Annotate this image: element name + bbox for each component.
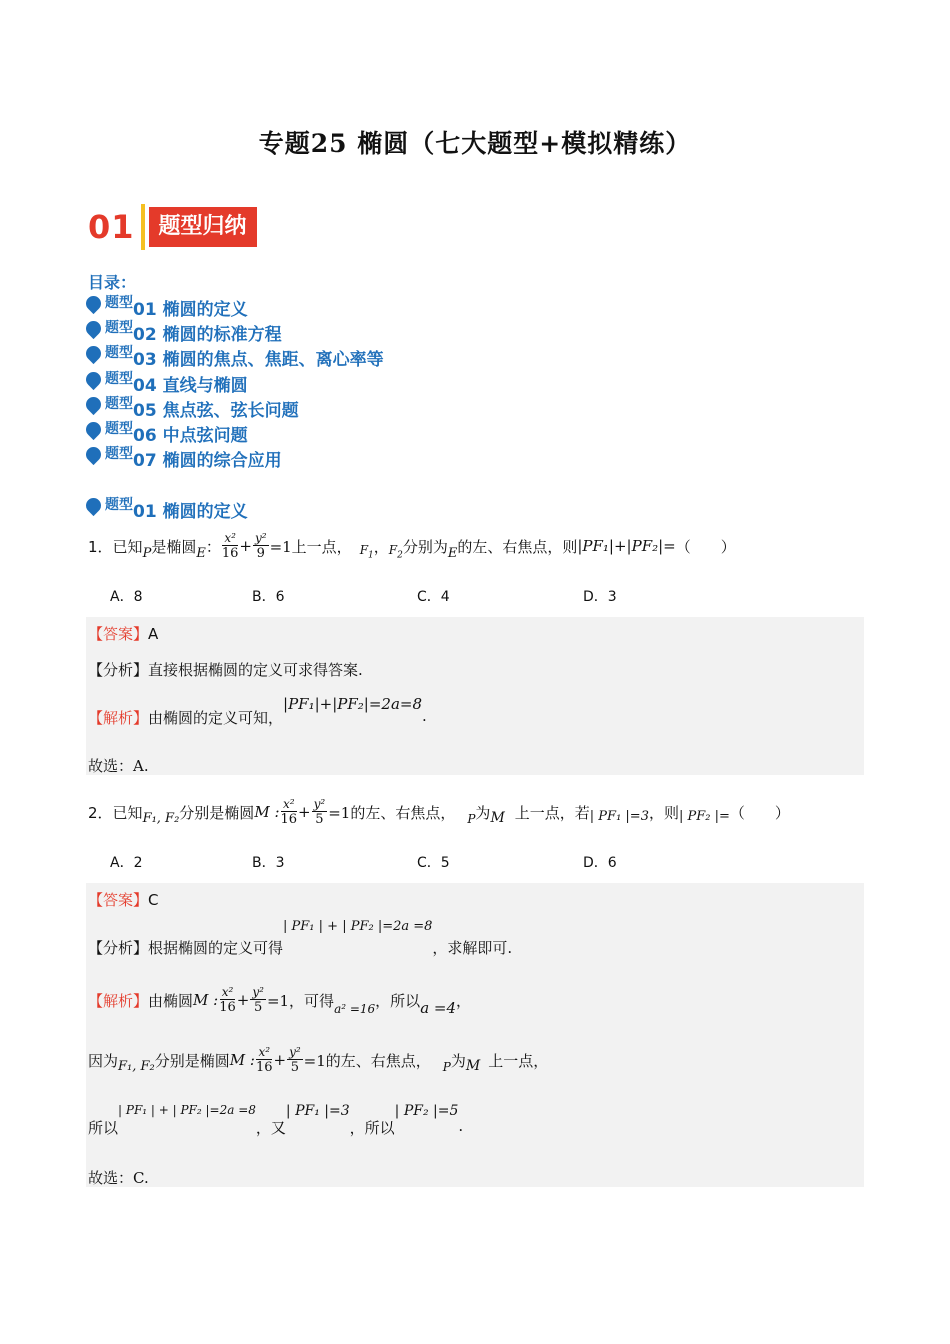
section-label: 题型归纳 bbox=[149, 207, 257, 247]
option-a[interactable]: A．8 bbox=[110, 589, 143, 605]
choose-text: 故选：C. bbox=[88, 1169, 149, 1187]
location-pin-icon bbox=[83, 495, 104, 516]
fraction-y2-5: $\frac{\text{y²}}{5}$ bbox=[313, 797, 326, 827]
analysis-text: 直接根据椭圆的定义可求得答案. bbox=[148, 661, 363, 679]
analysis-text: 根据椭圆的定义可得 bbox=[148, 939, 284, 957]
toc-item[interactable]: 题型 06 中点弦问题 bbox=[86, 418, 248, 440]
location-pin-icon bbox=[83, 318, 104, 339]
location-pin-icon bbox=[83, 343, 104, 364]
location-pin-icon bbox=[83, 394, 104, 415]
question-2: 2． 已知 F₁, F₂ 分别是椭圆 M : $\frac{\text{x²}}{16}$ + $\frac{\text{y²}}{5}$ =1的左、右焦点， P 为 M 上一点，若 | PF₁ |=3 ，则 | PF₂ |= （ ） bbox=[88, 797, 790, 827]
analysis-math: | PF₁ | + | PF₂ |=2a =8 bbox=[283, 919, 433, 934]
solution-math: |PF₁|+|PF₂|=2a=8 bbox=[283, 695, 423, 713]
toc-item[interactable]: 题型 04 直线与椭圆 bbox=[86, 368, 248, 390]
analysis-tag: 【分析】 bbox=[88, 939, 149, 957]
answer-tag: 【答案】 bbox=[88, 891, 149, 909]
fraction-x2-16: $\frac{\text{x²}}{16}$ bbox=[280, 797, 298, 827]
option-c[interactable]: C．4 bbox=[417, 589, 450, 605]
section-number: 01 bbox=[88, 208, 135, 246]
section-heading: 题型 01 椭圆的定义 bbox=[86, 494, 248, 516]
toc-item[interactable]: 题型 02 椭圆的标准方程 bbox=[86, 317, 282, 339]
option-d[interactable]: D．6 bbox=[583, 855, 617, 871]
solution-tag: 【解析】 bbox=[88, 991, 149, 1010]
toc-item[interactable]: 题型 07 椭圆的综合应用 bbox=[86, 443, 282, 465]
solution-line-1: 【解析】 由椭圆 M : $\frac{\text{x²}}{16}$ + $\frac{\text{y²}}{5}$ =1，可得 a² =16 ，所以 a =4 ， bbox=[88, 985, 472, 1017]
location-pin-icon bbox=[83, 419, 104, 440]
section-badge bbox=[88, 203, 257, 251]
solution-line-2: 因为 F₁, F₂ 分别是椭圆 M : $\frac{\text{x²}}{16}$ + $\frac{\text{y²}}{5}$ =1的左、右焦点， P 为 M 上一点， bbox=[88, 1045, 549, 1075]
answer-box-2: 【答案】C 【分析】 根据椭圆的定义可得 | PF₁ | + | PF₂ |=2a =8 ，求解即可. 【解析】 由椭圆 M : $\frac{\text{x²}}{16}$ + $\frac{\text{y²}}{5}$ =1，可得 a² =16 ，所以 a =4 ， 因为 F₁, F₂ 分别是椭圆 M : $\frac{\text{x²}}{16}$ + $\frac{\text{y²}}{5}$ =1的左、右焦点， P 为 M 上一点， 所以 | PF₁ | + | PF₂ |=2a =8 ，又 | PF₁ |=3 ，所以 | PF₂ |=5 . 故选：C. bbox=[86, 883, 864, 1187]
answer-box-1: 【答案】A 【分析】直接根据椭圆的定义可求得答案. 【解析】 由椭圆的定义可知， |PF₁|+|PF₂|=2a=8 . 故选：A. bbox=[86, 617, 864, 775]
toc-title: 目录： bbox=[88, 273, 137, 292]
location-pin-icon bbox=[83, 369, 104, 390]
fraction-y2-9: $\frac{\text{y²}}{9}$ bbox=[254, 531, 267, 561]
page-title: 专题25 椭圆（七大题型+模拟精练） bbox=[258, 129, 692, 158]
answer-value: A bbox=[148, 625, 159, 643]
location-pin-icon bbox=[83, 293, 104, 314]
option-c[interactable]: C．5 bbox=[417, 855, 450, 871]
option-a[interactable]: A．2 bbox=[110, 855, 143, 871]
toc-item[interactable]: 题型 03 椭圆的焦点、焦距、离心率等 bbox=[86, 342, 384, 364]
option-b[interactable]: B．3 bbox=[252, 855, 285, 871]
solution-text: 由椭圆的定义可知， bbox=[148, 709, 284, 727]
location-pin-icon bbox=[83, 444, 104, 465]
option-d[interactable]: D．3 bbox=[583, 589, 617, 605]
option-b[interactable]: B．6 bbox=[252, 589, 285, 605]
analysis-tag: 【分析】 bbox=[88, 661, 149, 679]
question-1: 1． 已知 P 是椭圆 E ： $\frac{\text{x²}}{16}$ + $\frac{\text{y²}}{9}$ =1上一点， $F_1$ ， $F_2$ 分别为 E 的左、右焦点，则 |PF₁|+|PF₂|= （ ） bbox=[88, 531, 736, 561]
choose-text: 故选：A. bbox=[88, 757, 149, 775]
toc-item[interactable]: 题型 01 椭圆的定义 bbox=[86, 292, 248, 314]
section-divider bbox=[141, 204, 145, 250]
answer-tag: 【答案】 bbox=[88, 625, 149, 643]
fraction-x2-16: $\frac{\text{x²}}{16}$ bbox=[221, 531, 239, 561]
answer-value: C bbox=[148, 891, 159, 909]
solution-line-3: 所以 | PF₁ | + | PF₂ |=2a =8 ，又 | PF₁ |=3 ，所以 | PF₂ |=5 . bbox=[88, 1103, 464, 1137]
solution-tag: 【解析】 bbox=[88, 709, 149, 727]
toc-item[interactable]: 题型 05 焦点弦、弦长问题 bbox=[86, 393, 299, 415]
